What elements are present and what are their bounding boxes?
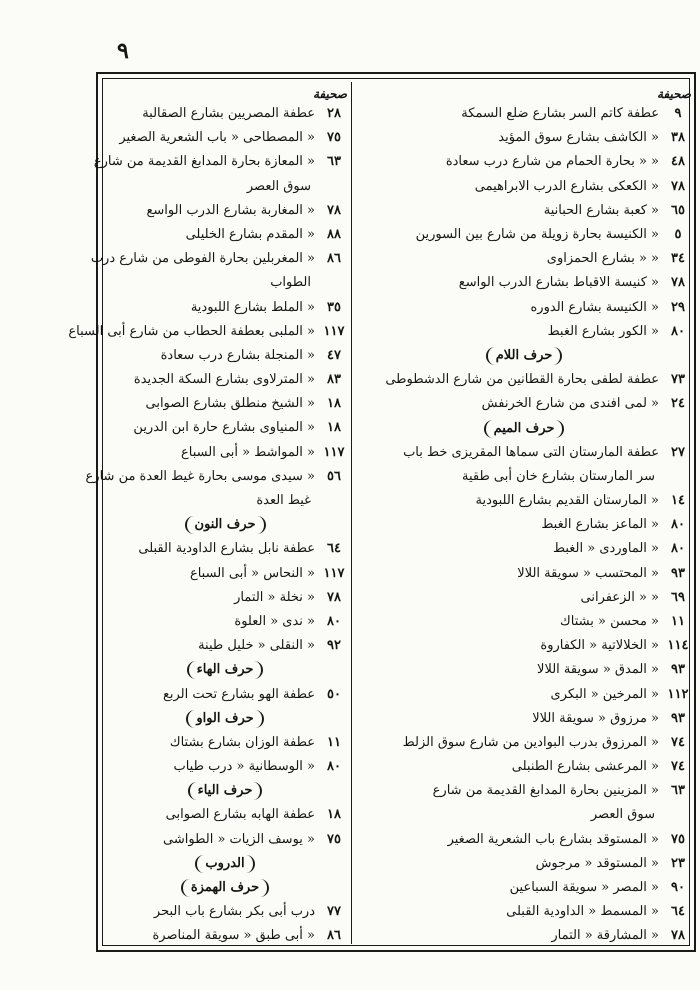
- page-reference: ٦٩: [671, 589, 685, 605]
- entry-text: عطفة الهابه بشارع الصوابى: [165, 807, 315, 823]
- index-entry: [355, 562, 693, 586]
- page-reference: ١١: [327, 734, 341, 750]
- page-reference: ٦٤: [327, 541, 341, 557]
- index-entry: [101, 924, 349, 948]
- page-reference: ٦٥: [671, 202, 685, 218]
- index-entry: [355, 441, 693, 465]
- page-reference: ١١: [671, 613, 685, 629]
- page-reference: ٧٨: [327, 589, 341, 605]
- index-entry: [355, 537, 693, 561]
- entry-text: « محسن « بشتاك: [560, 613, 659, 629]
- entry-text: « الشيخ منطلق بشارع الصوابى: [145, 396, 315, 412]
- index-entry: [101, 562, 349, 586]
- entry-text: غيط العدة: [256, 493, 311, 508]
- entry-text: « « بشارع الحمزاوى: [546, 251, 659, 267]
- page-reference: ١٨: [327, 807, 341, 823]
- entry-text: عطفة نابل بشارع الداودية القبلى: [138, 541, 315, 557]
- index-entry: [355, 489, 693, 513]
- entry-text: درب أبى بكر بشارع باب البحر: [153, 904, 315, 920]
- right-column-header: [355, 86, 693, 102]
- index-entry-continuation: [101, 175, 349, 199]
- page-reference: ٦٣: [327, 154, 341, 170]
- entry-text: « يوسف الزيات « الطواشى: [163, 831, 315, 847]
- index-entry: [355, 876, 693, 900]
- index-entry-continuation: [101, 271, 349, 295]
- index-entry: [355, 368, 693, 392]
- entry-text: « « الزعفرانى: [580, 589, 659, 605]
- index-entry: [355, 634, 693, 658]
- index-entry: [93, 150, 349, 174]
- page-reference: ١١٧: [323, 565, 345, 581]
- index-entry: [101, 126, 349, 150]
- index-entry: [355, 392, 693, 416]
- page-reference: ٨٠: [671, 541, 685, 557]
- index-entry: [101, 199, 349, 223]
- right-column: [355, 86, 693, 949]
- index-entry: [355, 126, 693, 150]
- entry-text: « لمى افندى من شارع الخرنفش: [481, 396, 659, 412]
- entry-text: « المنياوى بشارع حارة ابن الدرين: [133, 420, 315, 436]
- entry-text: سر المارستان بشارع خان أبى طقية: [461, 468, 655, 484]
- entry-text: « الكعكى بشارع الدرب الابراهيمى: [474, 178, 659, 194]
- section-heading-label: حرف الواو: [186, 710, 263, 728]
- entry-text: « النحاس « أبى السباع: [189, 565, 315, 581]
- page-reference: ٢٧: [671, 444, 685, 460]
- entry-text: « المغاربة بشارع الدرب الواسع: [146, 202, 315, 218]
- page-reference: ٤٨: [671, 154, 685, 170]
- entry-text: « المرزوق بدرب البوادين من شارع سوق الزلط: [402, 734, 659, 750]
- entry-text: عطفة المارستان التى سماها المقريزى خط باب: [403, 444, 659, 460]
- entry-text: « المواشط « أبى السباع: [181, 444, 315, 460]
- page-reference: ٨٦: [327, 251, 341, 267]
- page-reference: ٧٣: [671, 372, 685, 388]
- index-entry: [355, 755, 693, 779]
- index-entry: [85, 465, 349, 489]
- entry-text: سوق العصر: [590, 807, 655, 823]
- index-entry: [101, 223, 349, 247]
- page-reference: ١١٤: [667, 638, 689, 654]
- page-reference: ١٤: [671, 493, 685, 508]
- section-heading: [101, 852, 349, 876]
- entry-text: « الكنيسة بشارع الدوره: [530, 299, 659, 315]
- index-entry: [355, 586, 693, 610]
- entry-text: « النقلى « خليل طينة: [198, 638, 315, 654]
- index-entry: [355, 175, 693, 199]
- section-heading-label: حرف الياء: [188, 782, 263, 800]
- index-entry: [101, 731, 349, 755]
- index-entry: [90, 247, 349, 271]
- entry-text: « المعازة بحارة المدابغ القديمة من شارع: [93, 154, 315, 170]
- entry-text: « « بحارة الحمام من شارع درب سعادة: [445, 154, 659, 170]
- page-reference: ٦٣: [671, 783, 685, 799]
- entry-text: عطفة المصريين بشارع الصقالبة: [142, 106, 315, 121]
- entry-text: عطفة الهو بشارع تحت الربع: [162, 686, 315, 702]
- page-reference: ١١٧: [323, 323, 345, 339]
- index-entry: [355, 247, 693, 271]
- index-entry-continuation: [101, 489, 349, 513]
- right-column-header-label: صحيفة: [656, 87, 691, 101]
- index-entry: [101, 368, 349, 392]
- index-entry-continuation: [355, 803, 693, 827]
- page-reference: ١٨: [327, 420, 341, 436]
- index-entry: [101, 803, 349, 827]
- entry-text: « الوسطانية « درب طياب: [173, 759, 315, 775]
- page-reference: ٨٠: [671, 517, 685, 533]
- entry-text: « نخلة « التمار: [234, 589, 315, 605]
- section-heading-label: حرف النون: [185, 516, 266, 534]
- index-entry: [101, 537, 349, 561]
- entry-text: عطفة كاتم السر بشارع ضلع السمكة: [461, 106, 659, 121]
- left-column: [68, 86, 349, 949]
- index-entry: [101, 634, 349, 658]
- page-reference: ٢٨: [327, 106, 341, 121]
- page-reference: ٢٤: [671, 396, 685, 412]
- entry-text: « المحتسب « سويقة اللالا: [517, 565, 659, 581]
- page-reference: ٨٠: [327, 613, 341, 629]
- entry-text: « الخلالاتية « الكفاروة: [540, 638, 659, 654]
- entry-text: « المرخين « البكرى: [550, 686, 659, 702]
- entry-text: عطفة لطفى بحارة القطانين من شارع الدشطوطى: [385, 372, 659, 388]
- index-entry: [355, 271, 693, 295]
- page-reference: ٩٣: [671, 565, 685, 581]
- section-heading-label: حرف الهاء: [187, 661, 264, 679]
- entry-text: « المرعشى بشارع الطنبلى: [511, 759, 659, 775]
- page-reference: ١١٢: [667, 686, 689, 702]
- index-entry: [101, 683, 349, 707]
- index-entry: [355, 296, 693, 320]
- index-entry: [355, 828, 693, 852]
- index-entry: [355, 731, 693, 755]
- index-entry: [355, 900, 693, 924]
- entry-text: سوق العصر: [246, 178, 311, 194]
- entry-text: « كعبة بشارع الحبانية: [543, 202, 659, 218]
- right-column-rows: [355, 102, 693, 949]
- entry-text: « الملبى بعطفة الحطاب من شارع أبى السباع: [68, 323, 315, 339]
- page-reference: ٧٥: [327, 831, 341, 847]
- page-reference: ٩٣: [671, 662, 685, 678]
- page-reference: ٣٥: [327, 299, 341, 315]
- page-reference: ٧٨: [671, 178, 685, 194]
- entry-text: « المستوقد « مرجوش: [535, 855, 659, 871]
- left-column-rows: [68, 102, 349, 949]
- index-entry: [101, 755, 349, 779]
- entry-text: « أبى طبق « سويقة المناصرة: [152, 928, 315, 944]
- entry-text: « المترلاوى بشارع السكة الجديدة: [133, 372, 315, 388]
- page-reference: ٩٣: [671, 710, 685, 726]
- page-reference: ٧٤: [671, 734, 685, 750]
- index-entry: [355, 658, 693, 682]
- entry-text: « المصر « سويقة السباعين: [509, 880, 659, 895]
- page-reference: ٥٠: [327, 686, 341, 702]
- entry-text: « المدق « سويقة اللالا: [537, 662, 659, 678]
- page-reference: ٨٠: [671, 323, 685, 339]
- page-reference: ٨٨: [327, 226, 341, 242]
- page-reference: ٨٦: [327, 928, 341, 944]
- index-entry: [101, 392, 349, 416]
- entry-text: « المسمط « الداودية القبلى: [506, 904, 659, 920]
- section-heading: [101, 707, 349, 731]
- entry-text: « المقدم بشارع الخليلى: [185, 226, 315, 242]
- section-heading-label: حرف اللام: [486, 347, 563, 365]
- index-entry: [355, 199, 693, 223]
- page-reference: ٨٠: [327, 759, 341, 775]
- entry-text: « الكاشف بشارع سوق المؤيد: [498, 130, 659, 146]
- page-reference: ٥٦: [327, 468, 341, 484]
- entry-text: « المشارقة « التمار: [551, 928, 659, 944]
- entry-text: « الماعز بشارع الغبط: [541, 517, 659, 533]
- index-entry: [101, 296, 349, 320]
- index-entry: [355, 320, 693, 344]
- section-heading: [101, 513, 349, 537]
- page-reference: ٧٥: [671, 831, 685, 847]
- section-heading-label: الدروب: [195, 855, 254, 873]
- page-reference: ٤٧: [327, 347, 341, 363]
- index-entry: [101, 441, 349, 465]
- index-entry: [101, 610, 349, 634]
- entry-text: « المنجلة بشارع درب سعادة: [160, 347, 315, 363]
- entry-text: « مرزوق « سويقة اللالا: [532, 710, 659, 726]
- index-entry: [68, 320, 349, 344]
- index-entry: [355, 150, 693, 174]
- page-reference: ٢٩: [671, 299, 685, 315]
- section-heading: [101, 658, 349, 682]
- left-column-header: [101, 86, 349, 102]
- page-reference: ١١٧: [323, 444, 345, 460]
- page-reference: ٨٣: [327, 372, 341, 388]
- index-entry: [355, 779, 693, 803]
- index-entry: [355, 610, 693, 634]
- column-divider: [351, 82, 352, 944]
- page-reference: ٥: [674, 226, 682, 242]
- index-entry: [101, 900, 349, 924]
- index-entry: [101, 416, 349, 440]
- page-reference: ١٨: [327, 396, 341, 412]
- index-entry: [355, 707, 693, 731]
- section-heading-label: حرف الميم: [484, 420, 565, 438]
- page-reference: ٦٤: [671, 904, 685, 920]
- section-heading: [355, 344, 693, 368]
- section-heading-label: حرف الهمزة: [181, 879, 269, 897]
- index-entry: [355, 852, 693, 876]
- page-number: ٩: [117, 38, 129, 64]
- page-reference: ٢٣: [671, 855, 685, 871]
- page-reference: ٣٤: [671, 251, 685, 267]
- page-reference: ٣٨: [671, 130, 685, 146]
- index-entry-continuation: [355, 465, 693, 489]
- index-entry: [101, 586, 349, 610]
- page-reference: ٩: [674, 106, 682, 121]
- page-reference: ٧٥: [327, 130, 341, 146]
- entry-text: « الكور بشارع الغبط: [547, 323, 659, 339]
- index-entry: [101, 828, 349, 852]
- left-column-header-label: صحيفة: [312, 87, 347, 101]
- entry-text: « كنيسة الاقباط بشارع الدرب الواسع: [458, 275, 659, 291]
- index-entry: [355, 924, 693, 948]
- entry-text: « الكنيسة بحارة زويلة من شارع بين السورين: [415, 226, 659, 242]
- entry-text: « الماوردى « الغبط: [553, 541, 659, 557]
- entry-text: « سيدى موسى بحارة غيط العدة من شارع: [85, 468, 315, 484]
- index-entry: [101, 344, 349, 368]
- index-entry: [355, 223, 693, 247]
- entry-text: عطفة الوزان بشارع بشتاك: [169, 734, 315, 750]
- page-reference: ٧٨: [327, 202, 341, 218]
- section-heading: [355, 416, 693, 440]
- entry-text: « الملط بشارع اللبودية: [190, 299, 315, 315]
- entry-text: « المارستان القديم بشارع اللبودية: [475, 493, 659, 508]
- page-reference: ٩٢: [327, 638, 341, 654]
- index-entry: [101, 102, 349, 126]
- page-reference: ٩٠: [671, 880, 685, 895]
- entry-text: « المغربلين بحارة الفوطى من شارع درب: [90, 251, 315, 267]
- entry-text: « المصطاحى « باب الشعرية الصغير: [119, 130, 315, 146]
- page-reference: ٧٧: [327, 904, 341, 920]
- section-heading: [101, 779, 349, 803]
- index-entry: [355, 683, 693, 707]
- entry-text: « ندى « العلوة: [234, 613, 315, 629]
- page-reference: ٧٨: [671, 275, 685, 291]
- index-entry: [355, 102, 693, 126]
- entry-text: الطواب: [270, 275, 311, 291]
- page-reference: ٧٨: [671, 928, 685, 944]
- entry-text: « المستوقد بشارع باب الشعرية الصغير: [447, 831, 659, 847]
- index-entry: [355, 513, 693, 537]
- page-reference: ٧٤: [671, 759, 685, 775]
- entry-text: « المزينين بحارة المدابغ القديمة من شارع: [432, 783, 659, 799]
- section-heading: [101, 876, 349, 900]
